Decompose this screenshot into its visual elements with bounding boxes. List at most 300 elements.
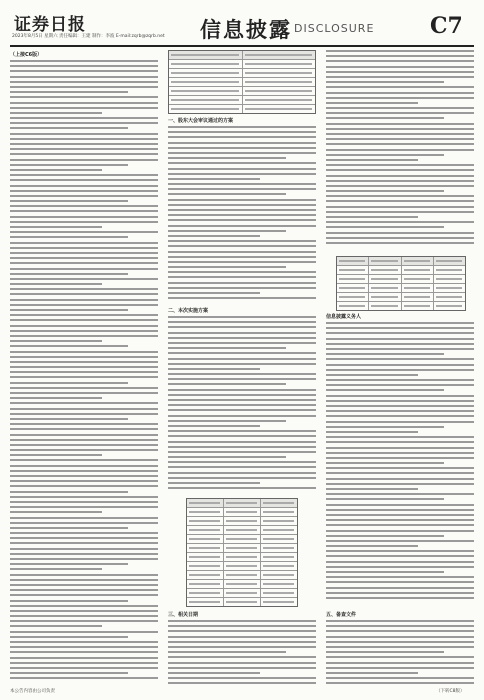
text-line [10, 387, 158, 389]
table-row [169, 69, 315, 78]
table-row [169, 51, 315, 60]
holdings-table [186, 498, 298, 607]
text-line [168, 363, 316, 365]
table-cell [402, 284, 434, 292]
table-cell [369, 293, 401, 301]
table-cell [224, 580, 261, 588]
table-cell [243, 87, 316, 95]
table-cell [224, 571, 261, 579]
text-line [10, 319, 158, 321]
text-line [326, 620, 474, 622]
footer-note: 本公告内容由公司负责 [10, 689, 55, 694]
text-line [168, 326, 316, 328]
table-cell [402, 257, 434, 265]
table-cell [224, 553, 261, 561]
text-line [326, 651, 444, 653]
table-row [337, 257, 465, 266]
text-line [326, 159, 418, 161]
text-line [326, 677, 474, 679]
table-cell [224, 526, 261, 534]
text-line [10, 340, 102, 342]
text-line [10, 631, 158, 633]
table-row [187, 517, 297, 526]
text-line [168, 152, 316, 154]
text-line [326, 646, 474, 648]
text-line [326, 206, 474, 208]
text-line [168, 404, 316, 406]
text-line [168, 204, 316, 206]
column-2-heading-2: 二、本次实施方案 [168, 308, 209, 314]
text-line [10, 210, 158, 212]
table-cell [243, 105, 316, 113]
text-line [326, 216, 418, 218]
table-cell [261, 508, 297, 516]
text-line [326, 447, 474, 449]
text-line [326, 338, 474, 340]
text-line [168, 477, 316, 479]
text-line [10, 185, 158, 187]
table-cell [369, 275, 401, 283]
text-line [326, 226, 444, 228]
text-line [326, 662, 474, 664]
table-cell [337, 284, 369, 292]
section-title: 信息披露 [200, 18, 292, 42]
text-line [326, 200, 474, 202]
column-2-text-b [168, 316, 316, 492]
text-line [10, 537, 158, 539]
table-cell [169, 60, 243, 68]
column-2-heading-3: 三、相关日期 [168, 612, 199, 618]
text-line [10, 511, 102, 513]
text-line [10, 491, 128, 493]
continued-note: （下转C8版） [436, 689, 465, 694]
table-cell [369, 302, 401, 310]
text-line [326, 431, 418, 433]
table-cell [369, 266, 401, 274]
text-line [326, 60, 474, 62]
text-line [10, 293, 158, 295]
text-line [326, 682, 474, 684]
text-line [168, 641, 316, 643]
text-line [10, 522, 158, 524]
text-line [168, 337, 316, 339]
text-line [326, 374, 418, 376]
text-line [326, 138, 474, 140]
text-line [168, 358, 316, 360]
text-line [10, 143, 158, 145]
text-line [10, 273, 128, 275]
text-line [10, 600, 128, 602]
text-line [326, 441, 474, 443]
text-line [10, 672, 128, 674]
text-line [326, 478, 474, 480]
table-cell [169, 96, 243, 104]
table-row [187, 499, 297, 508]
table-row [169, 60, 315, 69]
text-line [10, 159, 158, 161]
text-line [168, 682, 316, 684]
text-line [326, 332, 474, 334]
table-row [187, 571, 297, 580]
text-line [10, 485, 158, 487]
text-line [10, 86, 158, 88]
text-line [326, 561, 474, 563]
text-line [168, 321, 316, 323]
table-row [187, 526, 297, 535]
table-cell [261, 553, 297, 561]
text-line [168, 677, 316, 679]
text-line [168, 276, 316, 278]
table-cell [369, 284, 401, 292]
text-line [168, 178, 260, 180]
text-line [10, 548, 158, 550]
text-line [10, 252, 158, 254]
text-line [10, 610, 158, 612]
text-line [326, 587, 474, 589]
text-line [168, 282, 316, 284]
text-line [326, 327, 474, 329]
text-line [10, 117, 158, 119]
table-row [187, 598, 297, 606]
text-line [10, 231, 158, 233]
text-line [168, 266, 286, 268]
table-cell [187, 508, 224, 516]
text-line [326, 379, 474, 381]
text-line [10, 382, 128, 384]
text-line [10, 641, 158, 643]
text-line [326, 185, 474, 187]
text-line [168, 168, 316, 170]
text-line [326, 50, 474, 52]
text-line [168, 482, 260, 484]
announcement-table [168, 50, 316, 114]
text-line [10, 636, 128, 638]
text-line [326, 483, 474, 485]
text-line [168, 441, 316, 443]
text-line [10, 216, 158, 218]
table-cell [337, 266, 369, 274]
text-line [168, 245, 316, 247]
table-cell [402, 266, 434, 274]
text-line [10, 496, 158, 498]
table-row [337, 266, 465, 275]
text-line [10, 314, 158, 316]
column-2-heading-1: 一、股东大会审议通过的方案 [168, 118, 234, 124]
text-line [10, 517, 158, 519]
text-line [10, 195, 158, 197]
text-line [326, 405, 474, 407]
text-line [10, 366, 158, 368]
text-line [10, 397, 102, 399]
table-row [337, 275, 465, 284]
text-line [10, 677, 158, 679]
text-line [10, 651, 158, 653]
text-line [10, 579, 158, 581]
text-line [326, 190, 444, 192]
text-line [326, 237, 474, 239]
text-line [10, 454, 102, 456]
text-line [168, 620, 316, 622]
text-line [168, 430, 316, 432]
table-cell [224, 535, 261, 543]
table-cell [337, 293, 369, 301]
text-line [168, 656, 316, 658]
text-line [168, 394, 316, 396]
table-row [169, 105, 315, 113]
table-cell [261, 526, 297, 534]
text-line [10, 278, 158, 280]
text-line [168, 287, 316, 289]
text-line [10, 475, 158, 477]
text-line [326, 636, 474, 638]
text-line [10, 96, 158, 98]
text-line [168, 142, 316, 144]
table-cell [434, 302, 465, 310]
text-line [326, 535, 444, 537]
issue-meta: 2023年8月5日 星期六 责任编辑：王建 制作：李波 E-mail:zqrb@zqrb.net [12, 34, 165, 39]
text-line [168, 646, 316, 648]
text-line [326, 400, 474, 402]
text-line [326, 472, 474, 474]
text-line [168, 219, 316, 221]
text-line [168, 415, 316, 417]
text-line [10, 91, 128, 93]
text-line [168, 389, 316, 391]
text-line [10, 589, 158, 591]
text-line [326, 123, 474, 125]
text-line [168, 173, 316, 175]
text-line [10, 574, 158, 576]
text-line [168, 662, 316, 664]
table-row [187, 589, 297, 598]
text-line [10, 563, 128, 565]
text-line [168, 466, 316, 468]
text-line [326, 410, 474, 412]
table-row [337, 302, 465, 310]
text-line [326, 384, 474, 386]
column-2 [168, 50, 316, 686]
column-3-heading-1: 信息披露义务人 [326, 314, 362, 320]
text-line [168, 373, 316, 375]
text-line [168, 193, 286, 195]
text-line [326, 55, 474, 57]
text-line [10, 112, 102, 114]
table-cell [261, 517, 297, 525]
text-line [326, 364, 474, 366]
text-line [10, 667, 158, 669]
text-line [10, 325, 158, 327]
table-cell [402, 275, 434, 283]
text-line [326, 581, 474, 583]
text-line [10, 553, 158, 555]
text-line [168, 409, 316, 411]
text-line [10, 527, 128, 529]
text-line [326, 667, 474, 669]
table-row [169, 78, 315, 87]
text-line [326, 102, 418, 104]
table-cell [169, 87, 243, 95]
text-line [326, 498, 444, 500]
column-3-text-b [326, 322, 474, 602]
text-line [168, 399, 316, 401]
table-cell [261, 499, 297, 507]
text-line [326, 519, 474, 521]
text-line [10, 356, 158, 358]
column-3-text-c [326, 620, 474, 686]
text-line [168, 256, 316, 258]
text-line [326, 641, 474, 643]
table-cell [337, 302, 369, 310]
table-cell [434, 293, 465, 301]
table-cell [187, 589, 224, 597]
table-cell [243, 96, 316, 104]
text-line [10, 605, 158, 607]
text-line [168, 162, 316, 164]
table-cell [243, 60, 316, 68]
text-line [10, 205, 158, 207]
text-line [326, 369, 474, 371]
text-line [326, 143, 474, 145]
table-row [187, 553, 297, 562]
text-line [10, 594, 158, 596]
masthead [0, 0, 484, 46]
text-line [326, 107, 474, 109]
text-line [326, 592, 474, 594]
text-line [10, 102, 158, 104]
text-line [10, 174, 158, 176]
text-line [326, 672, 418, 674]
text-line [326, 221, 474, 223]
text-line [10, 221, 158, 223]
text-line [10, 122, 158, 124]
text-line [168, 214, 316, 216]
table-cell [169, 78, 243, 86]
text-line [10, 345, 128, 347]
text-line [326, 524, 474, 526]
table-cell [187, 526, 224, 534]
text-line [326, 112, 474, 114]
table-cell [224, 508, 261, 516]
column-2-text-a [168, 126, 316, 302]
table-cell [169, 51, 243, 59]
table-cell [187, 544, 224, 552]
table-row [187, 580, 297, 589]
table-cell [187, 598, 224, 606]
text-line [10, 335, 158, 337]
table-cell [187, 535, 224, 543]
text-line [10, 470, 158, 472]
column-3-text-a [326, 50, 474, 247]
text-line [10, 247, 158, 249]
text-line [326, 462, 444, 464]
text-line [168, 672, 260, 674]
text-line [326, 358, 474, 360]
text-line [10, 127, 128, 129]
text-line [10, 558, 158, 560]
text-line [168, 126, 316, 128]
text-line [10, 107, 158, 109]
text-line [168, 420, 286, 422]
text-line [326, 92, 474, 94]
newspaper-logo: 证券日报 [14, 15, 86, 35]
text-line [168, 240, 316, 242]
table-cell [434, 275, 465, 283]
text-line [168, 209, 316, 211]
text-line [326, 81, 444, 83]
table-cell [169, 105, 243, 113]
text-line [10, 444, 158, 446]
table-cell [224, 517, 261, 525]
table-cell [187, 571, 224, 579]
text-line [10, 304, 158, 306]
page-number: C7 [430, 13, 463, 39]
text-line [326, 71, 474, 73]
text-line [10, 413, 158, 415]
table-cell [261, 544, 297, 552]
text-line [10, 351, 158, 353]
text-line [326, 625, 474, 627]
text-line [326, 97, 474, 99]
text-line [10, 625, 102, 627]
text-line [326, 180, 474, 182]
table-cell [187, 562, 224, 570]
text-line [326, 530, 474, 532]
text-line [168, 157, 286, 159]
text-line [10, 257, 158, 259]
text-line [10, 646, 158, 648]
text-line [10, 309, 128, 311]
text-line [10, 449, 158, 451]
text-line [10, 262, 158, 264]
text-line [10, 133, 158, 135]
text-line [10, 465, 158, 467]
text-line [168, 435, 316, 437]
text-line [10, 662, 158, 664]
column-3-heading-2: 五、备查文件 [326, 612, 357, 618]
text-line [326, 322, 474, 324]
text-line [326, 566, 474, 568]
text-line [168, 630, 316, 632]
text-line [326, 343, 474, 345]
text-line [326, 504, 474, 506]
text-line [326, 514, 474, 516]
text-line [326, 421, 474, 423]
text-line [326, 154, 444, 156]
text-line [326, 576, 474, 578]
text-line [10, 153, 158, 155]
text-line [326, 436, 474, 438]
text-line [326, 545, 418, 547]
text-line [168, 378, 316, 380]
text-line [168, 352, 316, 354]
text-line [10, 179, 158, 181]
table-row [187, 508, 297, 517]
text-line [326, 656, 474, 658]
text-line [10, 392, 158, 394]
text-line [326, 415, 474, 417]
text-line [168, 188, 316, 190]
table-cell [187, 580, 224, 588]
text-line [326, 86, 474, 88]
section-title-en: DISCLOSURE [294, 22, 375, 35]
text-line [10, 501, 158, 503]
table-cell [402, 302, 434, 310]
text-line [326, 550, 474, 552]
text-line [326, 493, 474, 495]
text-line [168, 425, 260, 427]
text-line [168, 251, 316, 253]
text-line [10, 615, 158, 617]
